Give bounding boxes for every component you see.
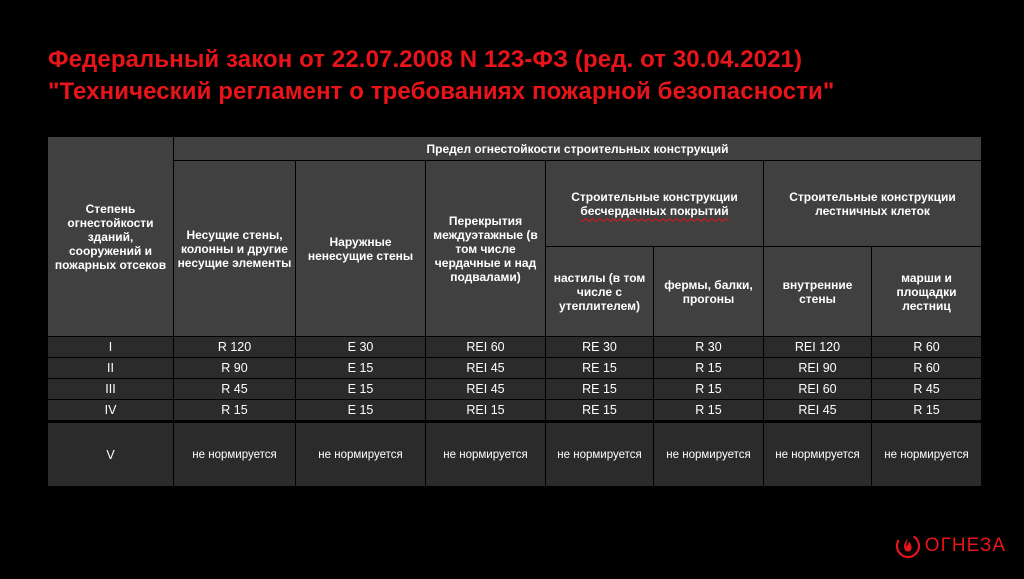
degree-cell: IV — [48, 400, 174, 421]
value-cell: не нормируется — [546, 423, 654, 487]
col-stairs-group: Строительные конструкции лестничных клеток — [764, 161, 982, 247]
col-load-bearing: Несущие стены, колонны и другие несущие элементы — [174, 161, 296, 337]
value-cell: REI 120 — [764, 337, 872, 358]
value-cell: не нормируется — [426, 423, 546, 487]
value-cell: REI 60 — [764, 379, 872, 400]
value-cell: REI 15 — [426, 400, 546, 421]
value-cell: E 30 — [296, 337, 426, 358]
roof-group-text: Строительные конструкции — [571, 189, 738, 204]
table-row — [48, 358, 982, 379]
value-cell: R 60 — [872, 358, 982, 379]
value-cell: R 30 — [654, 337, 764, 358]
degree-header: Степень огнестойкости зданий, сооружений и пожарных отсеков — [48, 137, 174, 337]
page-title — [48, 44, 1008, 108]
degree-cell: V — [48, 423, 174, 487]
value-cell: не нормируется — [174, 423, 296, 487]
value-cell: REI 45 — [764, 400, 872, 421]
value-cell: RE 15 — [546, 358, 654, 379]
value-cell: REI 45 — [426, 379, 546, 400]
value-cell: не нормируется — [764, 423, 872, 487]
degree-cell: II — [48, 358, 174, 379]
value-cell: R 60 — [872, 337, 982, 358]
value-cell: R 45 — [872, 379, 982, 400]
value-cell: E 15 — [296, 379, 426, 400]
table-row — [48, 400, 982, 421]
ogneza-logo — [895, 531, 1006, 561]
table-row — [48, 337, 982, 358]
limit-header: Предел огнестойкости строительных конструкций — [174, 137, 982, 161]
flame-icon — [895, 533, 921, 559]
value-cell: R 45 — [174, 379, 296, 400]
value-cell: не нормируется — [654, 423, 764, 487]
col-decking: настилы (в том числе с утеплителем) — [546, 247, 654, 337]
value-cell: R 15 — [174, 400, 296, 421]
col-floors: Перекрытия междуэтажные (в том числе чердачные и над подвалами) — [426, 161, 546, 337]
title-line-1: Федеральный закон от 22.07.2008 N 123-ФЗ (ред. от 30.04.2021) — [48, 46, 803, 73]
value-cell: R 15 — [654, 358, 764, 379]
value-cell: RE 15 — [546, 400, 654, 421]
value-cell: R 120 — [174, 337, 296, 358]
fire-resistance-table — [47, 136, 982, 487]
value-cell: REI 45 — [426, 358, 546, 379]
value-cell: E 15 — [296, 358, 426, 379]
table-row — [48, 379, 982, 400]
value-cell: R 90 — [174, 358, 296, 379]
col-trusses: фермы, балки, прогоны — [654, 247, 764, 337]
value-cell: R 15 — [872, 400, 982, 421]
value-cell: REI 60 — [426, 337, 546, 358]
col-inner-walls: внутренние стены — [764, 247, 872, 337]
value-cell: не нормируется — [872, 423, 982, 487]
value-cell: не нормируется — [296, 423, 426, 487]
title-line-2: "Технический регламент о требованиях пожарной безопасности" — [48, 78, 835, 105]
col-flights: марши и площадки лестниц — [872, 247, 982, 337]
logo-text: ОГНЕЗА — [924, 535, 1006, 556]
degree-cell: I — [48, 337, 174, 358]
col-exterior-walls: Наружные ненесущие стены — [296, 161, 426, 337]
degree-cell: III — [48, 379, 174, 400]
col-roof-group — [546, 161, 764, 247]
value-cell: RE 30 — [546, 337, 654, 358]
value-cell: R 15 — [654, 379, 764, 400]
roof-group-underlined: бесчердачных покрытий — [580, 203, 729, 218]
value-cell: REI 90 — [764, 358, 872, 379]
table-row — [48, 423, 982, 487]
value-cell: RE 15 — [546, 379, 654, 400]
value-cell: R 15 — [654, 400, 764, 421]
value-cell: E 15 — [296, 400, 426, 421]
